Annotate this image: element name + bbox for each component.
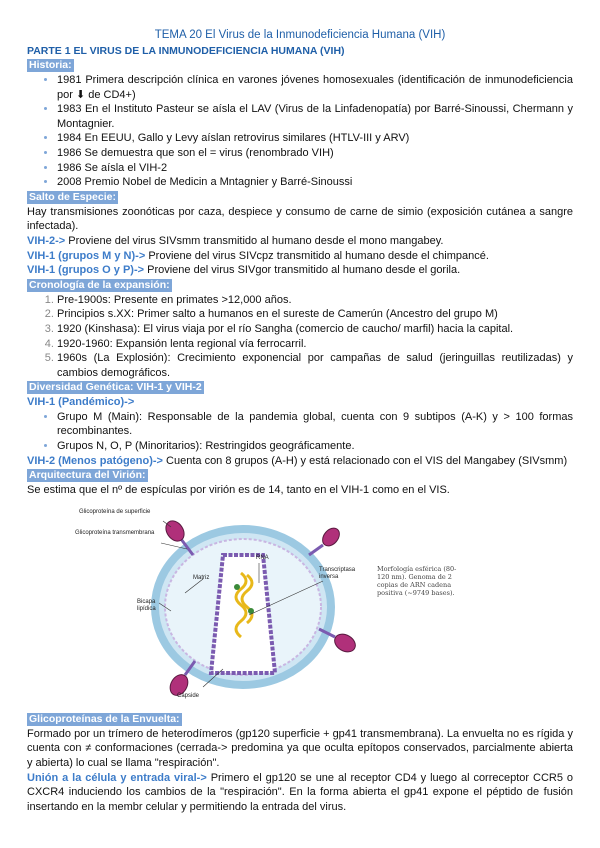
list-item: • Grupo M (Main): Responsable de la pandemia global, cuenta con 9 subtipos (A-K) y > 100 formas recombinantes. [57, 410, 573, 439]
list-item: • Grupos N, O, P (Minoritarios): Restringidos geográficamente. [57, 439, 573, 454]
list-item: 1. Pre-1900s: Presente en primates >12,000 años. [57, 293, 573, 308]
list-item: 5. 1960s (La Explosión): Crecimiento exponencial por campañas de salud (jeringuillas reutilizadas) y cambios demográficos. [57, 351, 573, 380]
list-item: • 1983 En el Instituto Pasteur se aísla el LAV (Virus de la Linfadenopatía) por Barré-Sinoussi, Chermann y Montagnier. [57, 102, 573, 131]
salto-text: Proviene del virus SIVgor transmitido al humano desde el gorila. [144, 264, 461, 277]
label-glicoproteina-superficie: Glicoproteína de superficie [79, 508, 151, 515]
union-text: Primero el gp120 se une al receptor CD4 y luego al correceptor CCR5 o CXCR4 induciendo los cambios de la "respiración". En la forma abierta el gp41 expone el péptido de fusión insertando en la membr celular y permitiendo la entrada del virus. [27, 771, 573, 813]
part-heading: PARTE 1 EL VIRUS DE LA INMUNODEFICIENCIA HUMANA (VIH) [27, 45, 345, 57]
label-capside: Cápside [177, 692, 200, 699]
morphology-note: Morfología esférica (80-120 nm). Genoma de 2 copias de ARN cadena positiva (~9749 bases). [377, 564, 457, 597]
list-item: 2. Principios s.XX: Primer salto a humanos en el sureste de Camerún (Ancestro del grupo M) [57, 307, 573, 322]
document-page [27, 28, 573, 814]
arquitectura-text: Se estima que el nº de espículas por virión es de 14, tanto en el VIH-1 como en el VIS. [27, 484, 450, 497]
list-item: • 1984 En EEUU, Gallo y Levy aíslan retrovirus similares (HTLV-III y ARV) [57, 131, 573, 146]
historia-heading: Historia: [29, 59, 72, 71]
document-title: TEMA 20 El Virus de la Inmunodeficiencia Humana (VIH) [154, 29, 446, 41]
salto-line [27, 249, 573, 264]
salto-label: VIH-2-> [27, 234, 66, 247]
list-item: 4. 1920-1960: Expansión lenta regional vía ferrocarril. [57, 337, 573, 352]
salto-line [27, 234, 573, 249]
label-glicoproteina-transmembrana: Glicoproteína transmembrana [75, 529, 155, 536]
glicoproteinas-text: Formado por un trímero de heterodímeros (gp120 superficie + gp41 transmembrana). La envuelta no es rígida y cuenta con ≠ conformaciones (cerrada-> predomina ya que oculta epítopos conservados, parcialmente abierta y abierta) lo cual se llama "respiración". [27, 727, 573, 770]
label-rna: RNA [256, 554, 269, 561]
salto-text: Proviene del virus SIVcpz transmitido al humano desde el chimpancé. [145, 249, 489, 262]
virion-figure [27, 503, 573, 707]
salto-label: VIH-1 (grupos O y P)-> [27, 264, 145, 277]
label-bicapa: Bicapa lipídica [137, 598, 156, 612]
vih2-text: Cuenta con 8 grupos (A-H) y está relacionado con el VIS del Mangabey (SIVsmm) [162, 454, 568, 467]
vih2-label: VIH-2 (Menos patógeno)-> [27, 454, 163, 467]
salto-text: Proviene del virus SIVsmm transmitido al humano desde el mono mangabey. [65, 234, 444, 247]
list-item: • 2008 Premio Nobel de Medicin a Mntagnier y Barré-Sinoussi [57, 175, 573, 190]
diversidad-list [27, 410, 573, 454]
glicoproteinas-heading: Glicoproteínas de la Envuelta: [29, 712, 180, 725]
salto-intro: Hay transmisiones zoonóticas por caza, despiece y consumo de carne de simio (exposición cutánea a sangre infectada). [27, 205, 573, 233]
label-transcriptasa: Transcriptasa inversa [319, 566, 356, 580]
cronologia-heading: Cronología de la expansión: [29, 278, 170, 291]
union-line [27, 771, 573, 815]
diversidad-heading: Diversidad Genética: VIH-1 y VIH-2 [29, 381, 202, 394]
vih2-line [27, 454, 573, 469]
vih1-label: VIH-1 (Pandémico)-> [27, 396, 135, 409]
list-item: 3. 1920 (Kinshasa): El virus viaja por el río Sangha (comercio de caucho/ marfil) hacia la capital. [57, 322, 573, 337]
salto-heading: Salto de Especie: [29, 190, 116, 203]
historia-list [27, 73, 573, 190]
salto-line [27, 263, 573, 278]
list-item: • 1986 Se demuestra que son el = virus (renombrado VIH) [57, 146, 573, 161]
label-matriz: Matriz [193, 574, 210, 581]
arquitectura-heading: Arquitectura del Virión: [29, 469, 146, 482]
list-item: • 1981 Primera descripción clínica en varones jóvenes homosexuales (identificación de inmunodeficiencia por ⬇ de CD4+) [57, 73, 573, 102]
union-label: Unión a la célula y entrada viral-> [27, 771, 207, 784]
cronologia-list [27, 293, 573, 381]
list-item: • 1986 Se aísla el VIH-2 [57, 161, 573, 176]
salto-label: VIH-1 (grupos M y N)-> [27, 249, 146, 262]
